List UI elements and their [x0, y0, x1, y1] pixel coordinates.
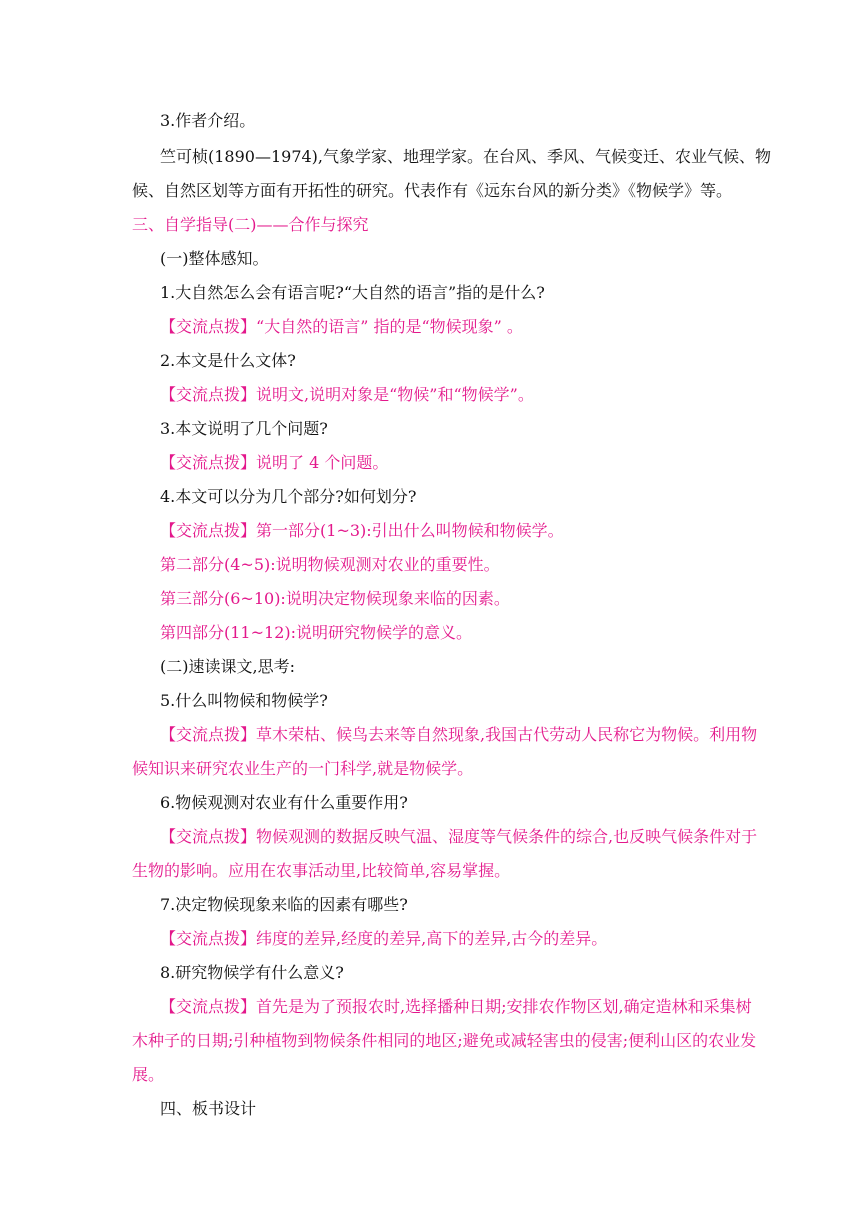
question: 2.本文是什么文体?: [160, 351, 296, 370]
section-heading: 四、板书设计: [160, 1099, 257, 1118]
answer: [160, 452, 388, 474]
answer-tag: 【交流点拨】: [160, 929, 257, 948]
subsection-heading: (一)整体感知。: [160, 249, 269, 268]
answer: [160, 826, 757, 848]
answer-tag: 【交流点拨】: [160, 827, 257, 846]
question: 3.本文说明了几个问题?: [160, 419, 328, 438]
answer-tag: 【交流点拨】: [160, 317, 257, 336]
answer-text: 第一部分(1~3):引出什么叫物候和物候学。: [256, 521, 564, 540]
question: 7.决定物候现象来临的因素有哪些?: [160, 895, 408, 914]
answer-tag: 【交流点拨】: [160, 725, 257, 744]
answer-line: 木种子的日期;引种植物到物候条件相同的地区;避免或减轻害虫的侵害;便利山区的农业发: [132, 1031, 757, 1050]
answer-text: 说明了 4 个问题。: [256, 453, 389, 472]
answer-text: 纬度的差异,经度的差异,高下的差异,古今的差异。: [256, 929, 608, 948]
answer: [160, 520, 564, 542]
answer: [160, 724, 757, 746]
answer: [160, 384, 534, 406]
paragraph-line: 候、自然区划等方面有开拓性的研究。代表作有《远东台风的新分类》《物候学》等。: [132, 181, 733, 200]
answer-text: 首先是为了预报农时,选择播种日期;安排农作物区划,确定造林和采集树: [256, 997, 752, 1016]
answer-tag: 【交流点拨】: [160, 385, 257, 404]
answer-line: 展。: [132, 1065, 165, 1084]
section-heading: 3.作者介绍。: [160, 111, 256, 130]
answer-line: 生物的影响。应用在农事活动里,比较简单,容易掌握。: [132, 861, 511, 880]
section-title: 三、自学指导(二)——合作与探究: [132, 215, 369, 234]
answer-line: 候知识来研究农业生产的一门科学,就是物候学。: [132, 759, 474, 778]
question: 8.研究物候学有什么意义?: [160, 963, 344, 982]
paragraph-line: 竺可桢(1890—1974),气象学家、地理学家。在台风、季风、气候变迁、农业气候、物: [160, 147, 772, 166]
question: 4.本文可以分为几个部分?如何划分?: [160, 487, 417, 506]
answer-tag: 【交流点拨】: [160, 453, 257, 472]
answer-tag: 【交流点拨】: [160, 997, 257, 1016]
answer-tag: 【交流点拨】: [160, 521, 257, 540]
answer-text: 草木荣枯、候鸟去来等自然现象,我国古代劳动人民称它为物候。利用物: [256, 725, 758, 744]
answer-text: 物候观测的数据反映气温、湿度等气候条件的综合,也反映气候条件对于: [256, 827, 758, 846]
question: 1.大自然怎么会有语言呢?“大自然的语言”指的是什么?: [160, 283, 545, 302]
answer-line: 第二部分(4~5):说明物候观测对农业的重要性。: [160, 555, 500, 574]
question: 6.物候观测对农业有什么重要作用?: [160, 793, 408, 812]
answer-line: 第三部分(6~10):说明决定物候现象来临的因素。: [160, 589, 510, 608]
answer-line: 第四部分(11~12):说明研究物候学的意义。: [160, 623, 473, 642]
subsection-heading: (二)速读课文,思考:: [160, 657, 295, 676]
answer: [160, 928, 607, 950]
answer: [160, 996, 752, 1018]
answer: [160, 316, 523, 338]
answer-text: “大自然的语言” 指的是“物候现象” 。: [256, 317, 523, 336]
question: 5.什么叫物候和物候学?: [160, 691, 328, 710]
answer-text: 说明文,说明对象是“物候”和“物候学”。: [256, 385, 534, 404]
